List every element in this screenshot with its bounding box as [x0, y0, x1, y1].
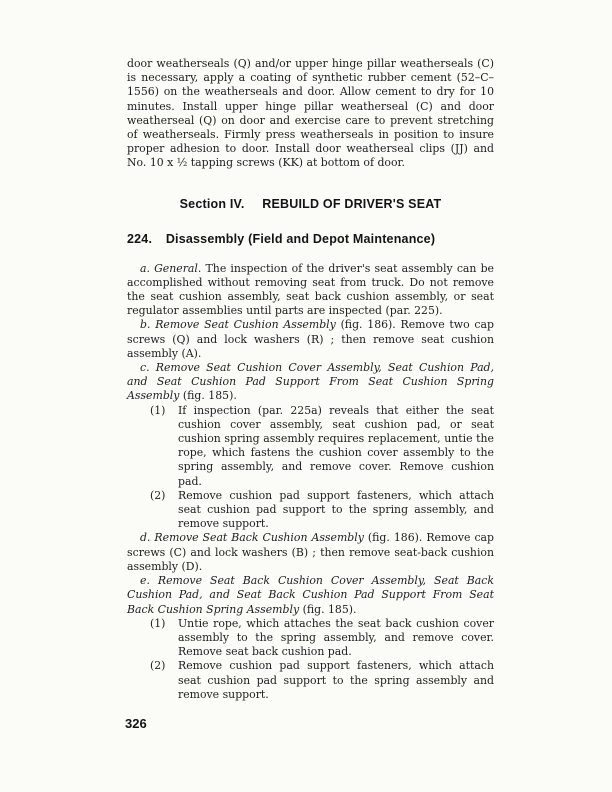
section-title: REBUILD OF DRIVER'S SEAT — [262, 196, 442, 211]
paragraph-c — [127, 361, 494, 404]
list-item-e2-text: Remove cushion pad support fasteners, which attach seat cushion pad support to the spring assembly and remove support. — [178, 659, 494, 701]
list-item-c2 — [150, 488, 494, 532]
paragraph-b — [127, 318, 494, 361]
page-content — [127, 57, 494, 702]
list-item-c2-text: Remove cushion pad support fasteners, which attach seat cushion pad support to the spring assembly, and remove support. — [178, 488, 494, 531]
paragraph-d-lead: d. Remove Seat Back Cushion Assembly — [140, 531, 364, 545]
paragraph-a-text: The inspection of the driver's seat assembly can be accomplished without removing seat from truck. Do not remove the seat cushion assembly, seat back cushion assembly, or seat regulator assemblies until parts are inspected (par. 225). — [127, 261, 495, 318]
paragraph-a — [127, 262, 494, 319]
paragraph-heading — [127, 232, 494, 246]
paragraph-b-lead: b. Remove Seat Cushion Assembly — [140, 318, 336, 332]
paragraph-a-lead: a. General. — [140, 261, 202, 275]
list-item-e2-marker: (2) — [150, 659, 166, 673]
intro-paragraph-text: door weatherseals (Q) and/or upper hinge pillar weatherseals (C) is necessary, apply a coating of synthetic rubber cement (52–C– 1556) on the weatherseals and door. Allow cement to dry for 10 minutes. Install upper hinge pillar weatherseal (C) and door weatherseal (Q) on door and exercise care to prevent stretching of weatherseals. Firmly press weatherseals in position to insure proper adhesion to door. Install door weatherseal clips (JJ) and No. 10 x ½ tapping screws (KK) at bottom of door. — [127, 57, 494, 170]
section-label: Section IV. — [179, 196, 245, 211]
paragraph-d-text: (fig. 186). Remove cap screws (C) and lock washers (B) ; then remove seat-back cushion assembly (D). — [127, 531, 495, 573]
paragraph-e — [127, 574, 494, 617]
list-item-c1 — [150, 403, 494, 489]
list-item-e1-marker: (1) — [150, 616, 166, 630]
intro-paragraph — [127, 57, 494, 171]
list-item-c1-marker: (1) — [150, 403, 166, 417]
paragraph-b-text: (fig. 186). Remove two cap screws (Q) and lock washers (R) ; then remove seat cushion assembly (A). — [127, 318, 494, 360]
paragraph-number: 224. — [127, 231, 153, 246]
list-item-e1-text: Untie rope, which attaches the seat back cushion cover assembly to the spring assembly, and remove cover. Remove seat back cushion pad. — [178, 616, 494, 659]
page-number: 326 — [125, 716, 147, 731]
paragraph-c-lead: c. Remove Seat Cushion Cover Assembly, Seat Cushion Pad, and Seat Cushion Pad Support From Seat Cushion Spring Assembly — [127, 361, 494, 403]
paragraph-title: Disassembly (Field and Depot Maintenance) — [165, 231, 436, 246]
paragraph-d — [127, 531, 494, 574]
paragraph-e-text: (fig. 185). — [302, 602, 357, 616]
list-item-e1 — [150, 616, 494, 660]
list-item-c1-text: If inspection (par. 225a) reveals that either the seat cushion cover assembly, seat cushion pad, or seat cushion spring assembly requires replacement, untie the rope, which fastens the cushion cover assembly to the spring assembly, and remove cover. Remove cushion pad. — [178, 403, 494, 488]
section-heading — [127, 197, 494, 211]
list-item-c2-marker: (2) — [150, 488, 166, 502]
list-item-e2 — [150, 659, 494, 702]
paragraph-c-text: (fig. 185). — [182, 389, 237, 403]
paragraph-e-lead: e. Remove Seat Back Cushion Cover Assembly, Seat Back Cushion Pad, and Seat Back Cushion Pad Support From Seat Back Cushion Spring Assembly — [127, 574, 494, 616]
